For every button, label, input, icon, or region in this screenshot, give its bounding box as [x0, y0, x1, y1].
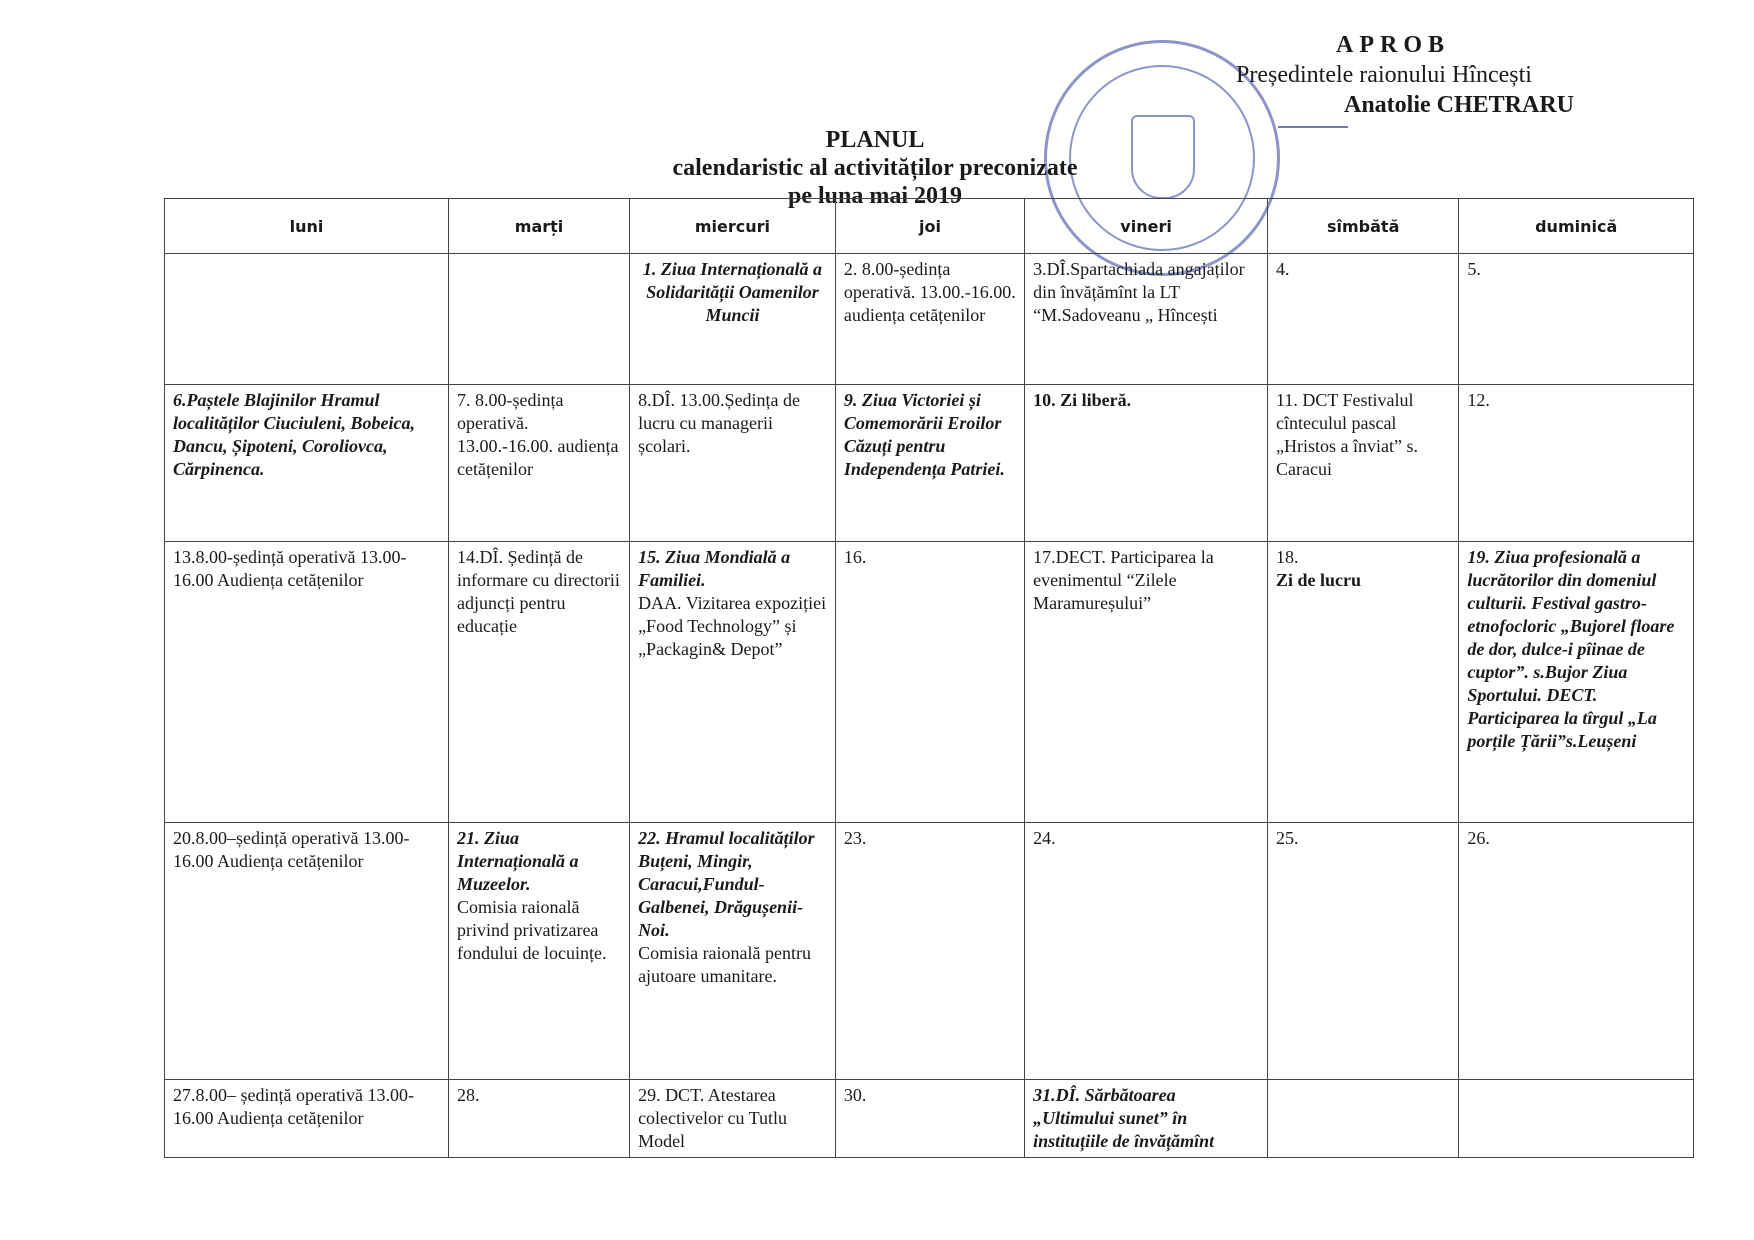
cell-tue	[448, 823, 629, 1080]
cell-thu: 23.	[835, 823, 1024, 1080]
cell-sun: 26.	[1459, 823, 1694, 1080]
column-header-sun: duminică	[1459, 199, 1694, 254]
approval-name: Anatolie CHETRARU	[1344, 92, 1575, 118]
cell-mon: 6.Paștele Blajinilor Hramul localităților Ciuciuleni, Bobeica, Dancu, Șipoteni, Coroliovca, Cărpinenca.	[165, 385, 449, 542]
approval-title: APROB	[1336, 32, 1450, 58]
calendar-table	[164, 198, 1694, 1158]
cell-wed: 29. DCT. Atestarea colectivelor cu Tutlu Model	[630, 1080, 836, 1158]
cell-thu: 30.	[835, 1080, 1024, 1158]
cell-thu: 2. 8.00-ședința operativă. 13.00.-16.00. audiența cetățenilor	[835, 254, 1024, 385]
document-title: PLANUL	[825, 127, 925, 153]
approval-block	[1236, 30, 1596, 120]
cell-fri: 24.	[1025, 823, 1268, 1080]
table-header-row	[165, 199, 1694, 254]
cell-wed-title: 15. Ziua Mondială a Familiei.	[638, 547, 791, 590]
cell-sat: 11. DCT Festivalul cînteculul pascal „Hristos a înviat” s. Caracui	[1267, 385, 1458, 542]
cell-tue-title: 21. Ziua Internațională a Muzeelor.	[456, 828, 579, 894]
document-subtitle: calendaristic al activităților preconizate	[672, 155, 1078, 181]
approval-role: Președintele raionului Hîncești	[1236, 62, 1532, 88]
column-header-mon: luni	[165, 199, 449, 254]
cell-fri: 17.DECT. Participarea la evenimentul “Zilele Maramureșului”	[1025, 542, 1268, 823]
cell-sat	[1267, 1080, 1458, 1158]
cell-mon	[165, 254, 449, 385]
cell-wed	[630, 542, 836, 823]
cell-tue	[448, 254, 629, 385]
cell-wed: 1. Ziua Internațională a Solidarității Oamenilor Muncii	[630, 254, 836, 385]
cell-mon: 13.8.00-ședință operativă 13.00-16.00 Audiența cetățenilor	[165, 542, 449, 823]
column-header-wed: miercuri	[630, 199, 836, 254]
cell-thu: 16.	[835, 542, 1024, 823]
cell-wed-body: Comisia raională pentru ajutoare umanitare.	[638, 943, 812, 986]
column-header-thu: joi	[835, 199, 1024, 254]
cell-wed: 8.DÎ. 13.00.Ședința de lucru cu managerii școlari.	[630, 385, 836, 542]
table-row	[165, 385, 1694, 542]
cell-tue: 7. 8.00-ședința operativă. 13.00.-16.00. audiența cetățenilor	[448, 385, 629, 542]
cell-fri: 10. Zi liberă.	[1025, 385, 1268, 542]
cell-fri: 3.DÎ.Spartachiada angajaților din învățămînt la LT “M.Sadoveanu „ Hîncești	[1025, 254, 1268, 385]
document-period: pe luna mai 2019	[787, 183, 963, 209]
table-row	[165, 1080, 1694, 1158]
cell-tue-body: Comisia raională privind privatizarea fondului de locuințe.	[456, 897, 607, 963]
column-header-fri: vineri	[1025, 199, 1268, 254]
cell-sun: 12.	[1459, 385, 1694, 542]
cell-sat	[1267, 542, 1458, 823]
cell-mon: 20.8.00–ședință operativă 13.00-16.00 Audiența cetățenilor	[165, 823, 449, 1080]
cell-sun	[1459, 1080, 1694, 1158]
column-header-sat: sîmbătă	[1267, 199, 1458, 254]
cell-wed-body: DAA. Vizitarea expoziției „Food Technology” și „Packagin& Depot”	[638, 593, 827, 659]
cell-sun: 19. Ziua profesională a lucrătorilor din domeniul culturii. Festival gastro-etnofocloric „Bujorel floare de dor, dulce-i pîinae de cuptor”. s.Bujor Ziua Sportului. DECT. Participarea la tîrgul „La porțile Țării”s.Leușeni	[1459, 542, 1694, 823]
cell-sat: 4.	[1267, 254, 1458, 385]
cell-wed-title: 22. Hramul localităților Buțeni, Mingir, Caracui,Fundul-Galbenei, Drăgușenii-Noi.	[638, 828, 815, 940]
cell-fri: 31.DÎ. Sărbătoarea „Ultimului sunet” în instituțiile de învățămînt	[1025, 1080, 1268, 1158]
cell-sat-number: 18.	[1275, 547, 1299, 567]
table-row	[165, 254, 1694, 385]
cell-mon: 27.8.00– ședință operativă 13.00-16.00 Audiența cetățenilor	[165, 1080, 449, 1158]
cell-sat-text: Zi de lucru	[1275, 570, 1361, 590]
cell-wed	[630, 823, 836, 1080]
cell-sat: 25.	[1267, 823, 1458, 1080]
cell-tue: 28.	[448, 1080, 629, 1158]
table-row	[165, 542, 1694, 823]
cell-sun: 5.	[1459, 254, 1694, 385]
cell-thu: 9. Ziua Victoriei și Comemorării Eroilor Căzuți pentru Independența Patriei.	[835, 385, 1024, 542]
column-header-tue: marți	[448, 199, 629, 254]
table-row	[165, 823, 1694, 1080]
cell-tue: 14.DÎ. Ședință de informare cu directorii adjuncți pentru educație	[448, 542, 629, 823]
